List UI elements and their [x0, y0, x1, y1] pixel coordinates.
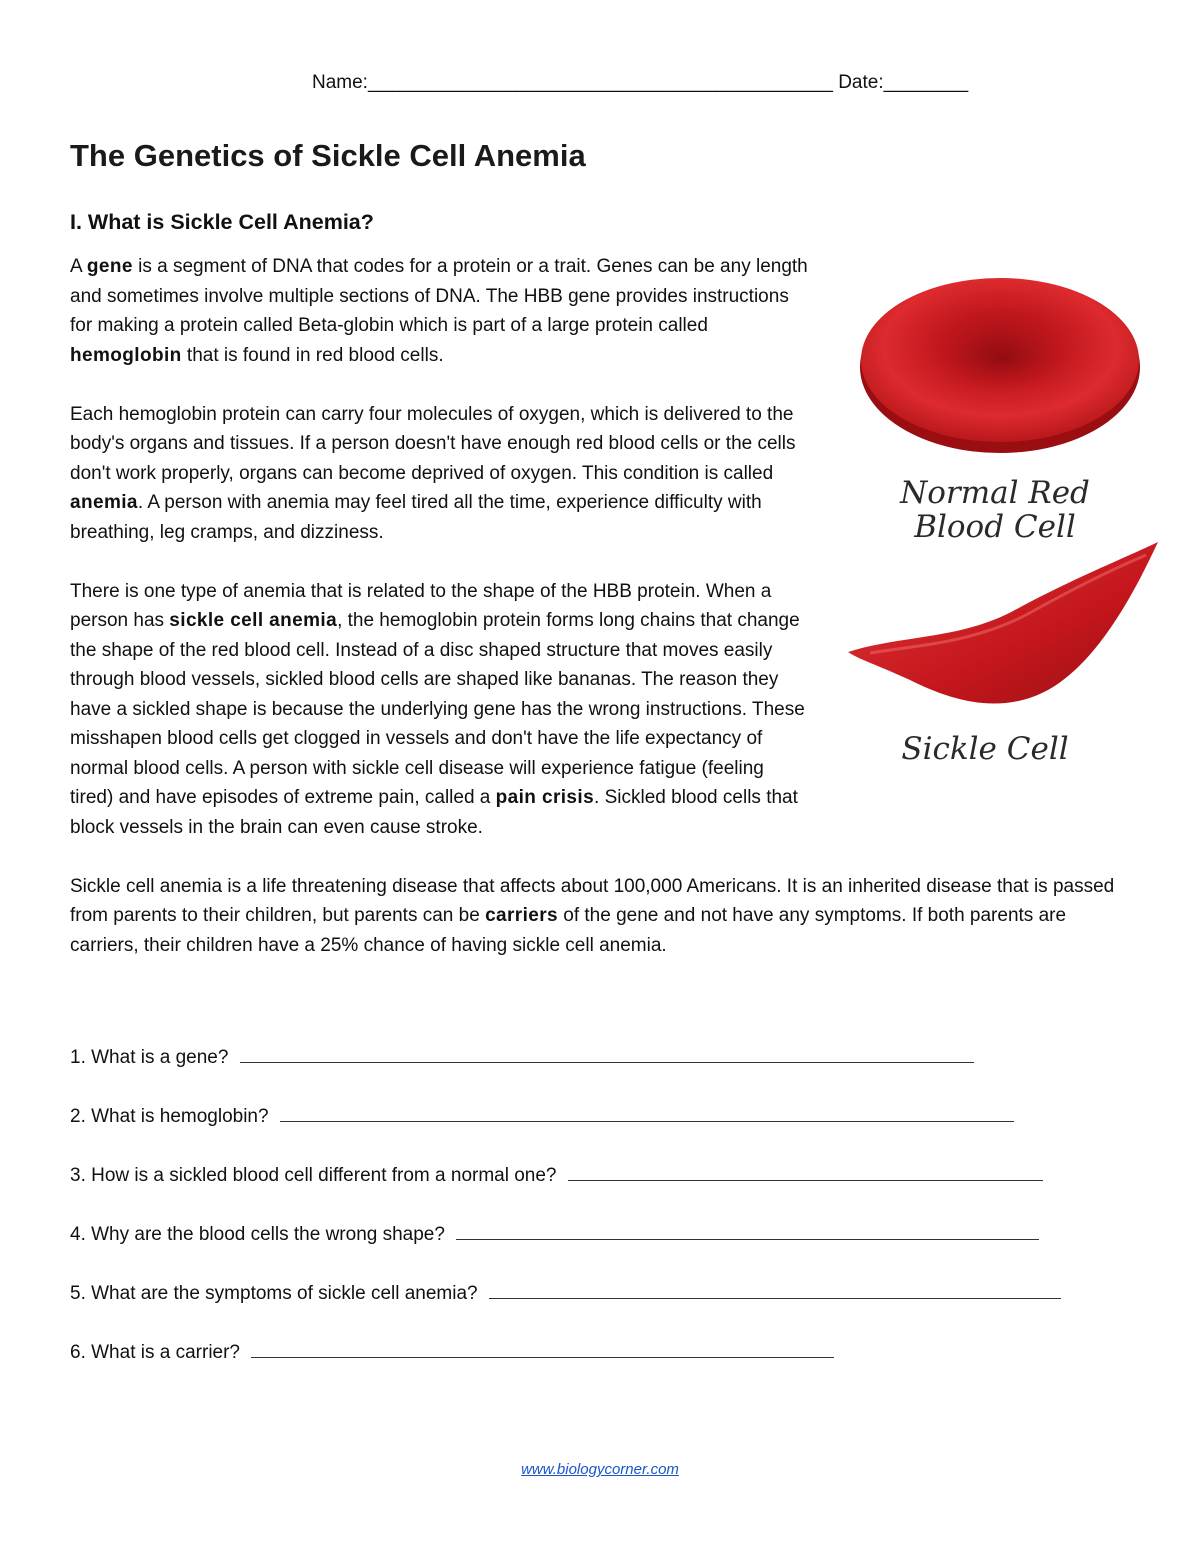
text-run: that is found in red blood cells.: [181, 344, 444, 366]
page-title: The Genetics of Sickle Cell Anemia: [70, 138, 586, 173]
question-6: [70, 1339, 1150, 1398]
answer-line[interactable]: [568, 1162, 1043, 1181]
question-text: 3. How is a sickled blood cell different from a normal one?: [70, 1165, 562, 1186]
question-text: 2. What is hemoglobin?: [70, 1106, 274, 1127]
date-label: Date:: [838, 72, 884, 93]
question-4: [70, 1221, 1150, 1280]
answer-line[interactable]: [251, 1339, 834, 1358]
normal-red-blood-cell: [860, 278, 1140, 453]
question-text: 4. Why are the blood cells the wrong shape?: [70, 1224, 451, 1245]
keyword-carriers: carriers: [485, 905, 558, 926]
sickle-cell-label: Sickle Cell: [901, 731, 1069, 767]
text-run: , the hemoglobin protein forms long chains that change the shape of the red blood cell. Instead of a disc shaped structure that moves easily through blood vessels, sickled blood cells are shaped like bananas. The reason they have a sickled shape is because the underlying gene has the wrong instructions. These misshapen blood cells get clogged in vessels and don't have the life expectancy of normal blood cells. A person with sickle cell disease will experience fatigue (feeling tired) and have episodes of extreme pain, called a: [70, 610, 805, 808]
name-label: Name:: [312, 72, 368, 93]
question-3: [70, 1162, 1150, 1221]
answer-line[interactable]: [456, 1221, 1039, 1240]
name-date-line: [312, 72, 968, 94]
answer-line[interactable]: [489, 1280, 1061, 1299]
normal-cell-label: [880, 476, 1110, 544]
text-run: . A person with anemia may feel tired all the time, experience difficulty with breathing, leg cramps, and dizziness.: [70, 492, 762, 543]
text-run: of the gene and not have any symptoms. If both parents are carriers, their children have a 25% chance of having sickle cell anemia.: [70, 905, 1067, 956]
keyword-sickle-cell-anemia: sickle cell anemia: [169, 610, 338, 631]
question-list: [70, 1044, 1150, 1398]
answer-line[interactable]: [280, 1103, 1014, 1122]
normal-cell-label-line1: Normal Red: [900, 475, 1090, 511]
text-run: Each hemoglobin protein can carry four molecules of oxygen, which is delivered to the body's organs and tissues. If a person doesn't have enough red blood cells or the cells don't work properly, organs can become deprived of oxygen. This condition is called: [70, 403, 796, 484]
normal-cell-label-line2: Blood Cell: [914, 509, 1076, 545]
question-1: [70, 1044, 1150, 1103]
paragraph-inheritance: [70, 872, 1130, 961]
text-run: . Sickled blood cells that block vessels in the brain can even cause stroke.: [70, 787, 798, 838]
keyword-pain-crisis: pain crisis: [495, 787, 595, 808]
answer-line[interactable]: [240, 1044, 974, 1063]
question-text: 1. What is a gene?: [70, 1047, 234, 1068]
question-text: 5. What are the symptoms of sickle cell anemia?: [70, 1283, 483, 1304]
text-run: A: [70, 256, 87, 277]
footer-link[interactable]: [0, 1461, 1200, 1478]
footer-link-text[interactable]: www.biologycorner.com: [521, 1461, 679, 1478]
section-heading: I. What is Sickle Cell Anemia?: [70, 210, 374, 234]
keyword-anemia: anemia: [70, 492, 138, 513]
name-blank[interactable]: ____________________________________________: [367, 72, 833, 93]
keyword-gene: gene: [86, 256, 133, 277]
text-run: Sickle cell anemia is a life threatening disease that affects about 100,000 Americans. It is an inherited disease that is passed from parents to their children, but parents can be: [70, 875, 1115, 926]
question-5: [70, 1280, 1150, 1339]
question-2: [70, 1103, 1150, 1162]
date-blank[interactable]: ________: [883, 72, 969, 93]
keyword-hemoglobin: hemoglobin: [70, 344, 182, 366]
question-text: 6. What is a carrier?: [70, 1342, 246, 1363]
text-run: is a segment of DNA that codes for a protein or a trait. Genes can be any length and sometimes involve multiple sections of DNA. The HBB gene provides instructions for making a protein called Beta-globin which is part of a large protein called: [70, 256, 808, 336]
blood-cell-figure: [840, 270, 1170, 790]
text-run: There is one type of anemia that is related to the shape of the HBB protein. When a person has: [70, 580, 772, 631]
sickle-cell: [848, 542, 1158, 704]
